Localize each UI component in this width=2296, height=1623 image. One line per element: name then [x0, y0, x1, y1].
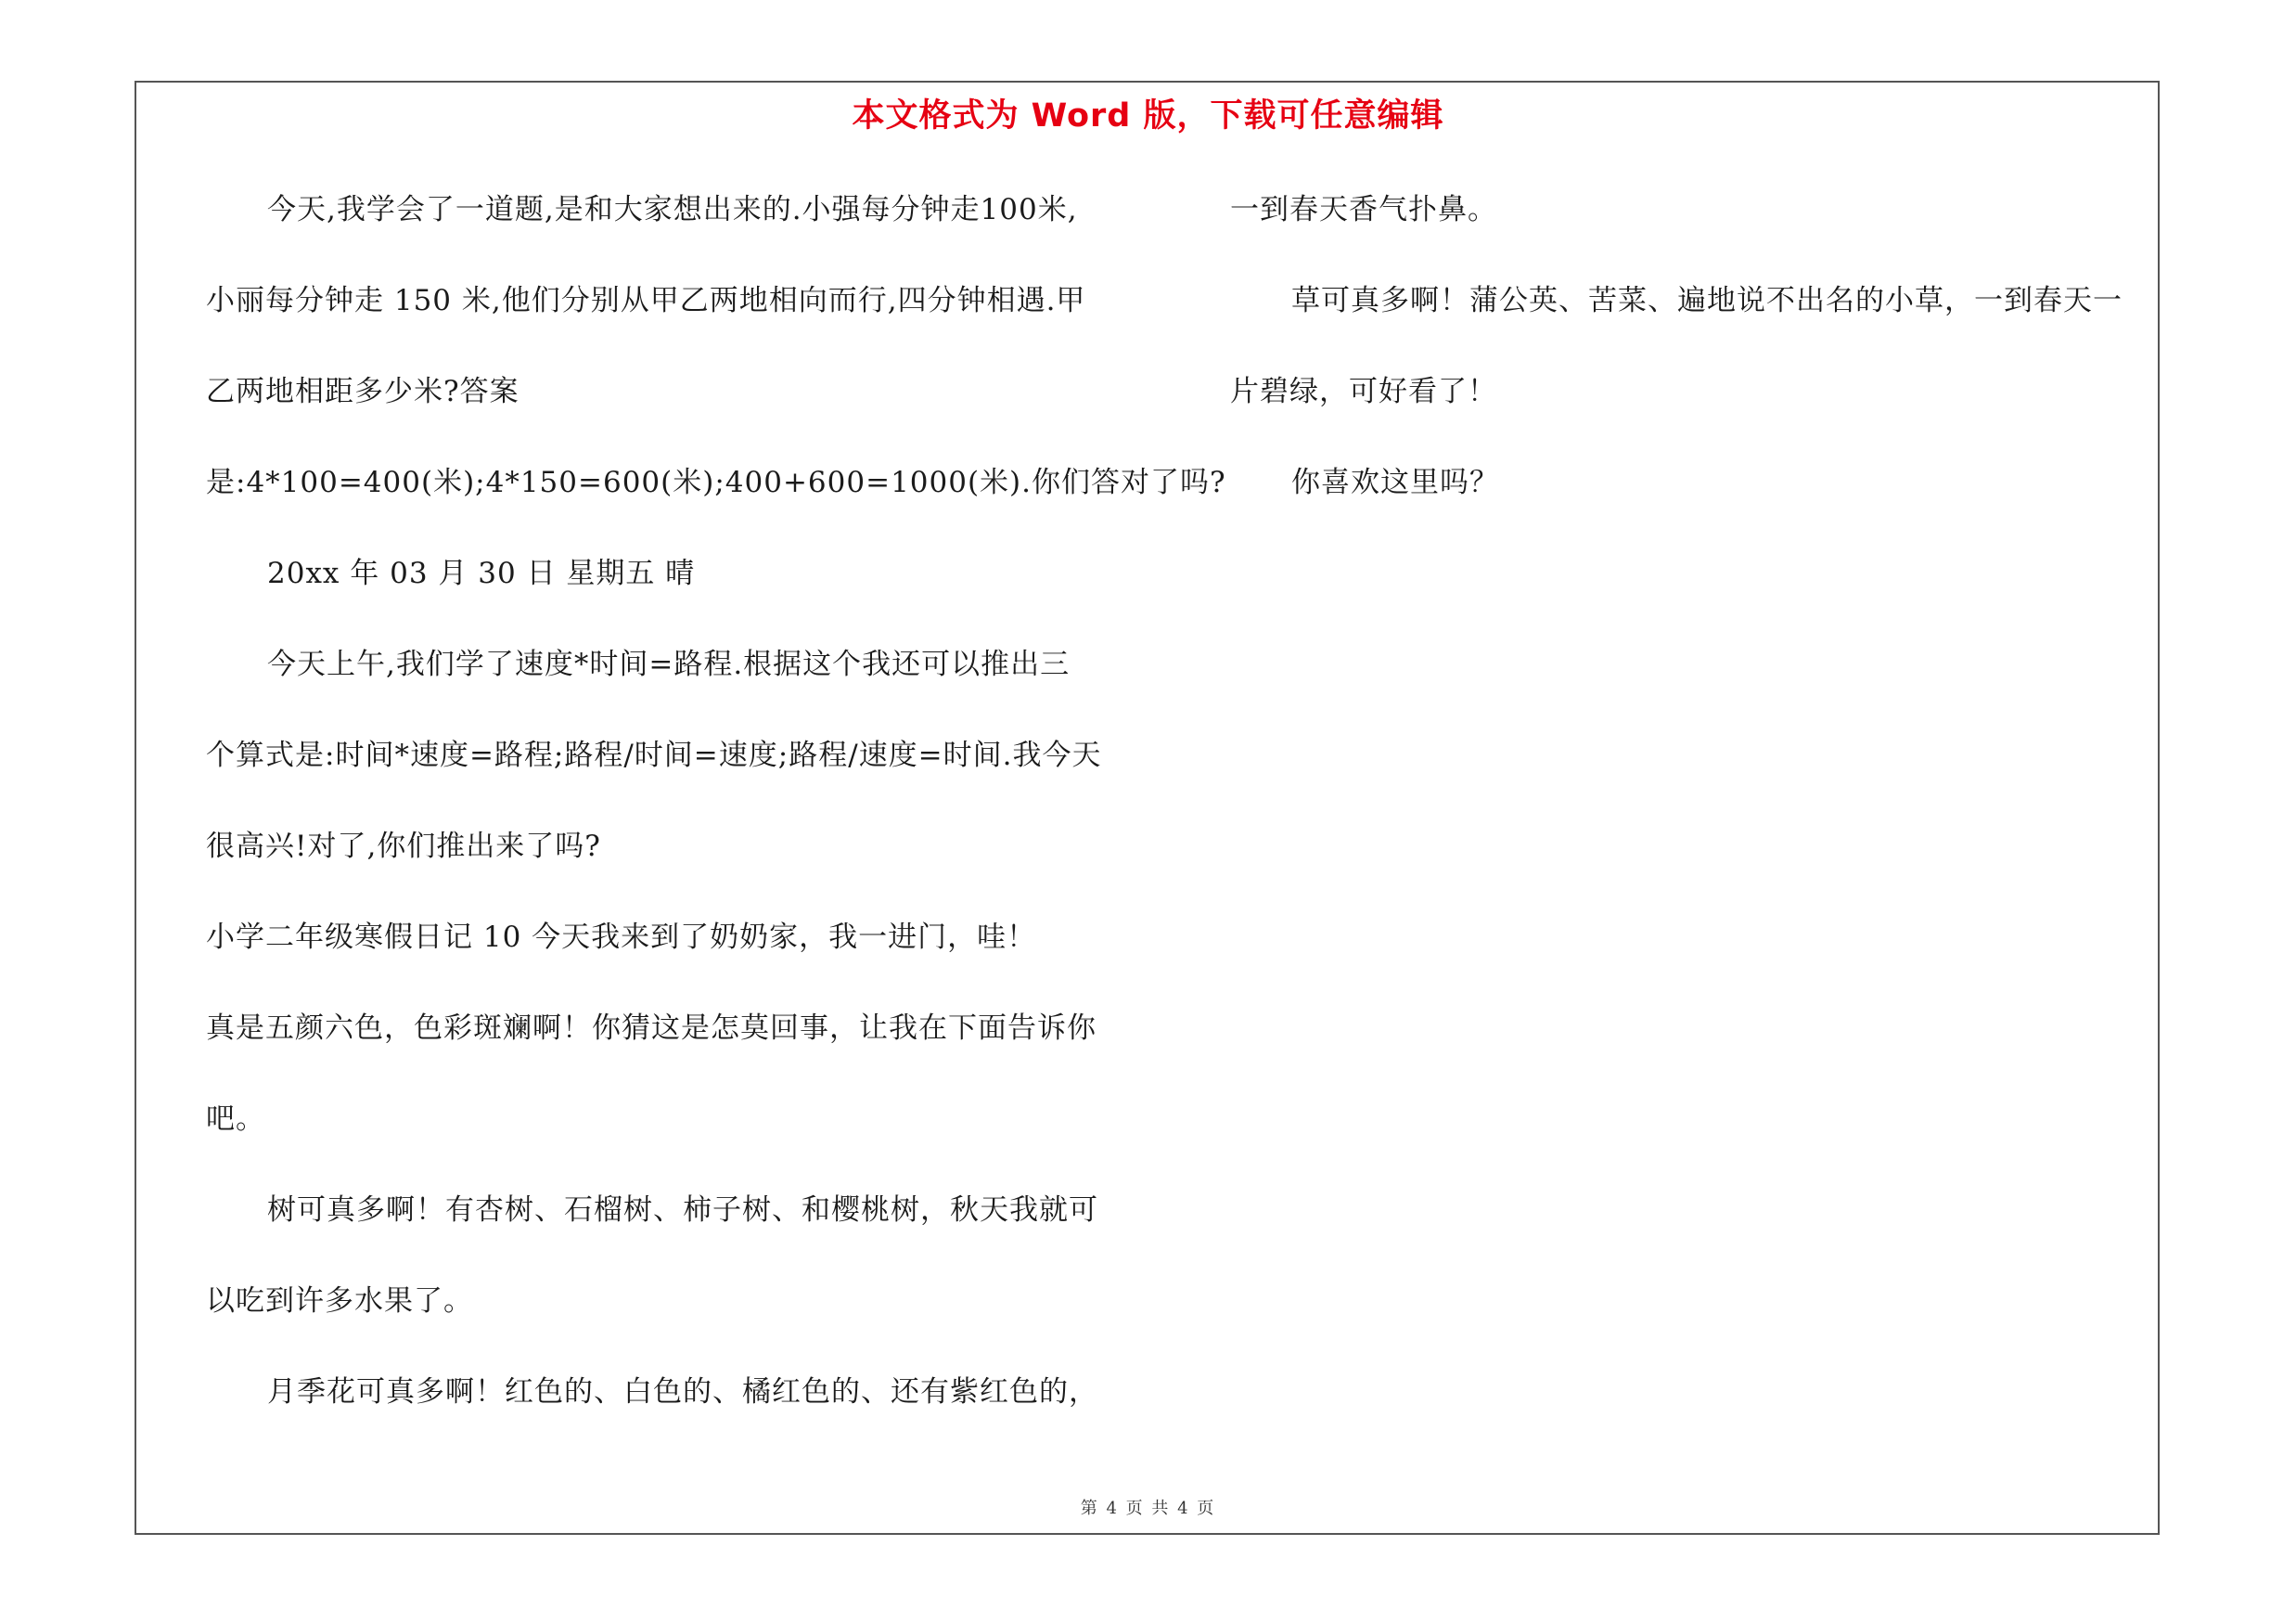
paragraph-line: 以吃到许多水果了。: [206, 1284, 473, 1318]
paragraph-line: 个算式是:时间*速度=路程;路程/时间=速度;路程/速度=时间.我今天: [206, 739, 1102, 772]
right-column: [1230, 182, 2158, 546]
format-banner: 本文格式为 Word 版，下载可任意编辑: [852, 97, 1444, 135]
paragraph-line: 今天上午,我们学了速度*时间=路程.根据这个我还可以推出三: [267, 648, 1071, 681]
paragraph-line: 今天,我学会了一道题,是和大家想出来的.小强每分钟走100米,: [267, 193, 1078, 226]
diary-date-line: 20xx 年 03 月 30 日 星期五 晴: [267, 557, 696, 590]
paragraph-line: 是:4*100=400(米);4*150=600(米);400+600=1000(米).你们答对了吗?: [206, 466, 1226, 499]
paragraph-line: 真是五颜六色，色彩斑斓啊！你猜这是怎莫回事，让我在下面告诉你: [206, 1011, 1097, 1045]
diary-title-line: 小学二年级寒假日记 10 今天我来到了奶奶家，我一进门，哇！: [206, 921, 1037, 954]
paragraph-line: 一到春天香气扑鼻。: [1230, 193, 1497, 226]
paragraph-line: 吧。: [206, 1102, 265, 1136]
paragraph-line: 月季花可真多啊！红色的、白色的、橘红色的、还有紫红色的，: [267, 1375, 1098, 1409]
left-column: [206, 182, 1226, 1455]
paragraph-line: 树可真多啊！有杏树、石榴树、柿子树、和樱桃树，秋天我就可: [267, 1193, 1098, 1227]
paragraph-line: 乙两地相距多少米?答案: [206, 375, 519, 408]
paragraph-line: 你喜欢这里吗？: [1291, 466, 1499, 499]
page-number: 第 4 页 共 4 页: [1080, 1499, 1216, 1518]
paragraph-line: 片碧绿，可好看了！: [1230, 375, 1497, 408]
paragraph-line: 草可真多啊！蒲公英、苦菜、遍地说不出名的小草，一到春天一: [1291, 284, 2123, 317]
paragraph-line: 小丽每分钟走 150 米,他们分别从甲乙两地相向而行,四分钟相遇.甲: [206, 284, 1086, 317]
paragraph-line: 很高兴!对了,你们推出来了吗?: [206, 830, 601, 863]
